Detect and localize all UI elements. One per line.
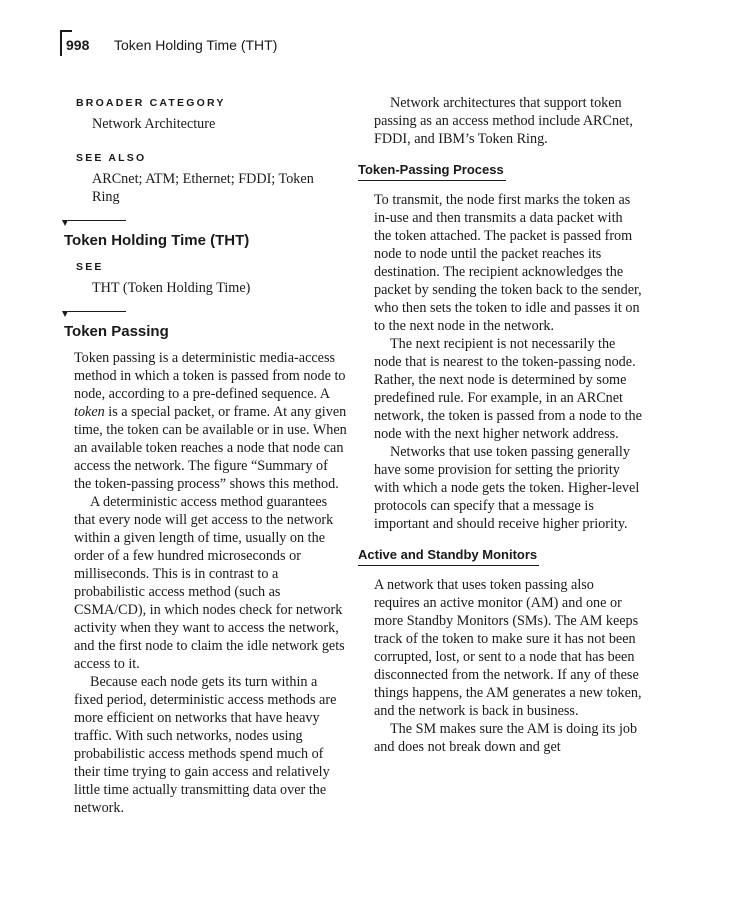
see-also-label: SEE ALSO bbox=[76, 152, 147, 164]
see-also-line-1: ARCnet; ATM; Ethernet; FDDI; Token bbox=[92, 171, 314, 187]
section-heading-active-standby-monitors: Active and Standby Monitors bbox=[358, 545, 539, 566]
see-also-line-2: Ring bbox=[92, 189, 120, 205]
paragraph: The next recipient is not necessarily the node that is nearest to the token-passing node. Rather, the next node is determined by some predefined rule. For example, in an ARCnet network, the token is passed from a node to the node with the next higher network address. bbox=[374, 336, 642, 442]
paragraph: Network architectures that support token passing as an access method include ARCnet, FDDI, and IBM’s Token Ring. bbox=[374, 95, 633, 147]
page-number: 998 bbox=[66, 37, 90, 53]
see-label: SEE bbox=[76, 261, 104, 273]
paragraph: Because each node gets its turn within a fixed period, deterministic access methods are more efficient on networks that have heavy traffic. With such networks, nodes using probabilistic access methods spend much of their time trying to gain access and relatively little time actually transmitting data over the network. bbox=[74, 674, 337, 816]
left-column bbox=[62, 94, 347, 817]
entry-title-token-passing: Token Passing bbox=[64, 323, 169, 340]
running-title: Token Holding Time (THT) bbox=[114, 37, 278, 53]
token-passing-body bbox=[62, 349, 347, 817]
entry-marker bbox=[62, 311, 347, 321]
see-value: THT (Token Holding Time) bbox=[92, 280, 251, 296]
right-column bbox=[358, 94, 643, 756]
section-body-active-standby-monitors bbox=[358, 576, 643, 756]
broader-category-label: BROADER CATEGORY bbox=[76, 97, 226, 109]
paragraph: Networks that use token passing generally have some provision for setting the priority with which a node gets the token. Higher-level protocols can specify that a message is important and should receive higher priority. bbox=[374, 444, 640, 532]
broader-category-value: Network Architecture bbox=[92, 116, 216, 132]
entry-marker bbox=[62, 220, 347, 230]
header-bar bbox=[60, 30, 62, 56]
paragraph: The SM makes sure the AM is doing its job and does not break down and get bbox=[374, 721, 638, 755]
section-heading-token-passing-process: Token-Passing Process bbox=[358, 160, 506, 181]
header-rule bbox=[60, 30, 72, 32]
paragraph: Token passing is a deterministic media-access method in which a token is passed from node to node, according to a pre-defined sequence. A token is a special packet, or frame. At any given time, the token can be available or in use. When an available token reaches a node that node can access the network. The figure “Summary of the token-passing process” shows this method. bbox=[74, 350, 347, 492]
paragraph: A network that uses token passing also requires an active monitor (AM) and one or more Standby Monitors (SMs). The AM keeps track of the token to make sure it has not been corrupted, lost, or sent to a node that has been disconnected from the network. If any of these things happens, the AM generates a new token, and the network is back in business. bbox=[374, 577, 642, 719]
section-body-token-passing-process bbox=[358, 191, 643, 533]
paragraph: To transmit, the node first marks the token as in-use and then transmits a data packet with the token attached. The packet is passed from node to node until the packet reaches its destination. The recipient acknowledges the packet by sending the token back to the sender, who then sets the token to idle and passes it on to the next node in the network. bbox=[374, 192, 642, 334]
intro-block bbox=[358, 94, 643, 148]
paragraph: A deterministic access method guarantees that every node will get access to the network within a given length of time, usually on the order of a few hundred microseconds or milliseconds. This is in contrast to a probabilistic access method (such as CSMA/CD), in which nodes check for network activity when they want to access the network, and the first node to claim the idle network gets access to it. bbox=[74, 494, 345, 672]
term-token: token bbox=[74, 404, 105, 420]
entry-title-tht: Token Holding Time (THT) bbox=[64, 232, 250, 249]
